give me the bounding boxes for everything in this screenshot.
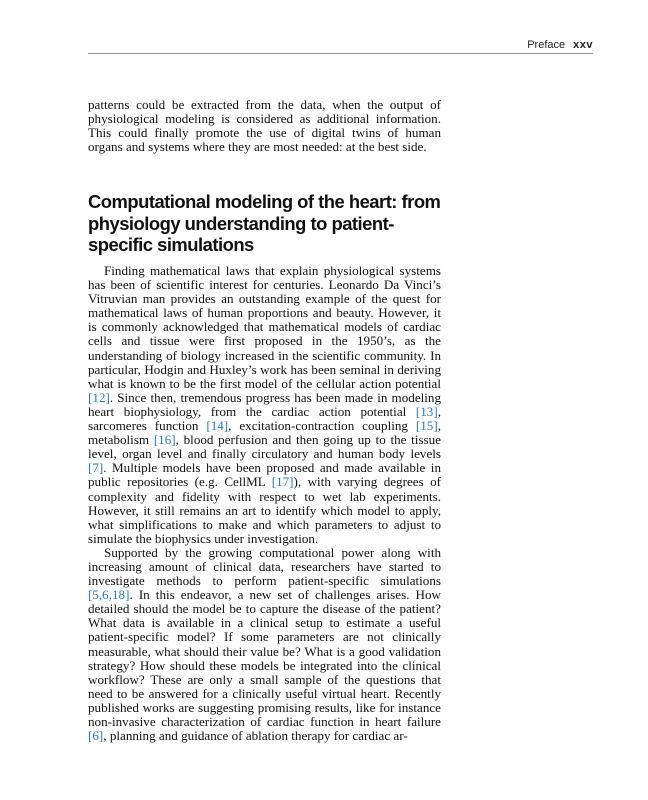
- text-run: . In this endeavor, a new set of challenges arises. How detailed should the model be to capture the disease of the patient? What data is available in a clinical setup to estimate a useful patient-specific model? If some parameters are not clinically measurable, what should their value be? What is a good validation strategy? How should these models be integrated into the clinical workflow? These are only a small sample of the questions that need to be answered for a clinically useful virtual heart. Recently published works are suggesting promising results, like for instance non-invasive characterization of cardiac function in heart failure: [88, 587, 441, 729]
- citation-link[interactable]: [16]: [153, 432, 176, 448]
- intro-column: [88, 98, 441, 154]
- citation-link[interactable]: [6]: [88, 728, 104, 744]
- text-run: , blood perfusion and then going up to the tissue level, organ level and finally circulatory and human body levels: [88, 432, 441, 462]
- body-column: [88, 264, 441, 743]
- text-run: ), with varying degrees of complexity and fidelity with respect to wet lab experiments. However, it still remains an art to identify which model to apply, what simplifications to make and which parameters to adjust to simulate the biophysics under investigation.: [88, 474, 441, 546]
- text-run: , metabolism: [88, 418, 441, 448]
- citation-link[interactable]: [7]: [88, 460, 104, 476]
- citation-link[interactable]: [17]: [271, 474, 294, 490]
- section-heading: Computational modeling of the heart: from physiology understanding to patient-specific simulations: [88, 191, 441, 255]
- text-run: . Multiple models have been proposed and made available in public repositories (e.g. CellML: [88, 460, 441, 490]
- text-run: Finding mathematical laws that explain physiological systems has been of scientific interest for centuries. Leonardo Da Vinci’s Vitruvian man provides an outstanding example of the quest for mathematical laws of human proportions and beauty. However, it is commonly acknowledged that mathematical models of cardiac cells and tissue were first proposed in the 1950’s, as the understanding of biology increased in the scientific community. In particular, Hodgin and Huxley’s work has been seminal in deriving what is known to be the first model of the cellular action potential: [88, 263, 441, 391]
- header-rule: [88, 53, 593, 54]
- intro-paragraph: patterns could be extracted from the data, when the output of physiological modeling is considered as additional information. This could finally promote the use of digital twins of human organs and systems where they are most needed: at the best side.: [88, 97, 441, 155]
- running-head: [88, 39, 593, 52]
- citation-link[interactable]: [12]: [88, 389, 110, 405]
- citation-link[interactable]: [15]: [415, 418, 438, 434]
- text-run: , sarcomeres function: [88, 403, 441, 434]
- text-run: , planning and guidance of ablation therapy for cardiac ar-: [103, 728, 408, 744]
- paragraph-2: [88, 546, 441, 743]
- page-number: xxv: [573, 39, 593, 51]
- citation-link[interactable]: [5,6,18]: [88, 587, 130, 603]
- citation-link[interactable]: [14]: [206, 418, 229, 434]
- text-run: Supported by the growing computational power along with increasing amount of clinical data, researchers have started to investigate methods to perform patient-specific simulations: [88, 544, 441, 589]
- citation-link[interactable]: [13]: [415, 403, 438, 419]
- running-head-title: Preface: [527, 39, 566, 51]
- paragraph-1: [88, 264, 441, 546]
- text-run: . Since then, tremendous progress has been made in modeling heart biophysiology, from the cardiac action potential: [88, 389, 441, 419]
- text-run: , excitation-contraction coupling: [228, 418, 416, 434]
